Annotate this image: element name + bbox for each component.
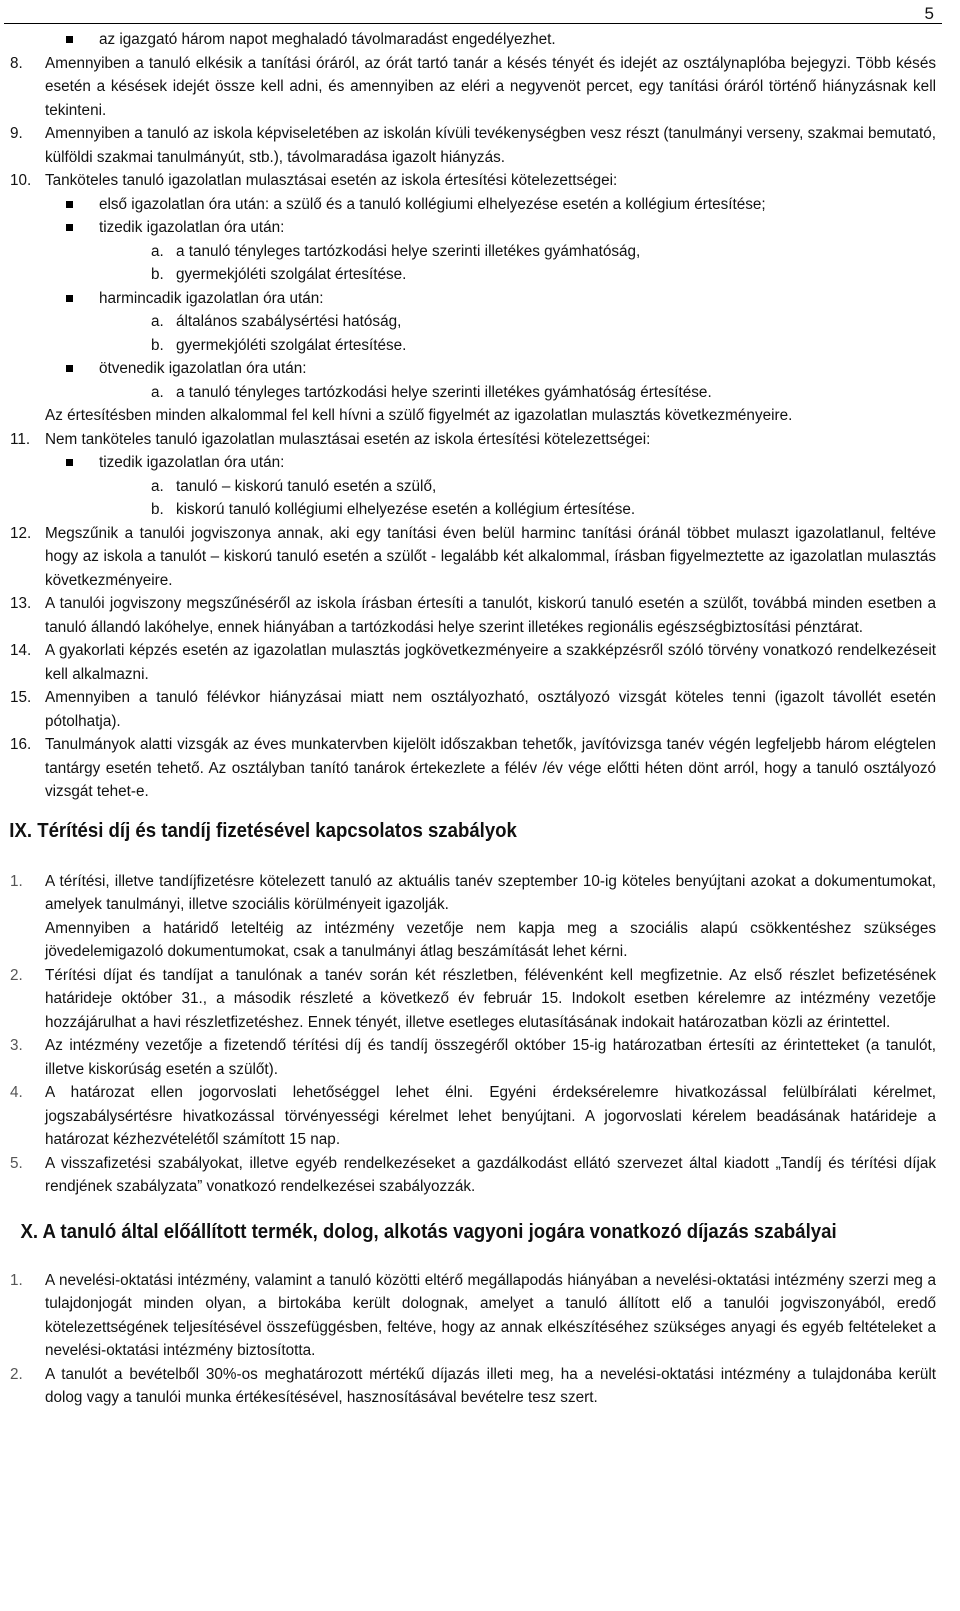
item-text: A tanulói jogviszony megszűnéséről az iskola írásban értesíti a tanulót, kiskorú tanuló esetén a szülőt, továbbá minden esetben a tanuló állandó lakóhelye, ennek hiányában a tartózkodási helye szerint illetékes regionális egészségbiztosítási pénztárat.: [45, 595, 936, 636]
sub-text: gyermekjóléti szolgálat értesítése.: [176, 266, 407, 283]
item-number: 9.: [10, 125, 23, 142]
list-item-11: [0, 428, 960, 452]
item-text: A tanulót a bevételből 30%-os meghatározott mértékű díjazás illeti meg, ha a nevelési-oktatási intézmény a tulajdonába került dolog vagy a tanulói munka értékesítésével, hasznosításával bevételre tesz szert.: [45, 1365, 936, 1406]
section9-item-1-extra: Amennyiben a határidő leteltéig az intézmény vezetője nem kapja meg a szociális alapú csökkentéshez szükséges jövedelemigazoló dokumentumokat, csak a tanulmányi átlag beszámítását lehet kérni.: [45, 919, 936, 960]
section-heading-ix: IX. Térítési díj és tandíj fizetésével kapcsolatos szabályok: [9, 819, 517, 842]
list-item-14: [0, 639, 960, 686]
item-text: Tanulmányok alatti vizsgák az éves munkatervben kijelölt időszakban tehetők, javítóvizsga tanév végén legfeljebb három elégtelen tantárgy esetén tehető. Az osztályban tanító tanárok értekezlete a félév /év vége előtti héten dönt arról, hogy a tanuló osztályozó vizsgát tehet-e.: [45, 736, 936, 800]
sub-text: gyermekjóléti szolgálat értesítése.: [176, 336, 407, 354]
section-heading-x: X. A tanuló által előállított termék, dolog, alkotás vagyoni jogára vonatkozó díjazás szabályai: [20, 1220, 837, 1243]
item-number: 5.: [10, 1154, 23, 1172]
item-text: A határozat ellen jogorvoslati lehetőséggel lehet élni. Egyéni érdeksérelemre hivatkozással felülbírálati kérelmet, jogszabálysértésre hivatkozással törvényességi kérelmet lehet benyújtani. A jogorvoslati kérelem beadásának határideje a határozat kézhezvételétől számított 15 nap.: [45, 1084, 936, 1148]
sub-letter: a.: [151, 242, 164, 260]
list-item-9: [0, 122, 960, 169]
item-10-note: Az értesítésben minden alkalommal fel kell hívni a szülő figyelmét az igazolatlan mulasztás következményeire.: [45, 407, 793, 424]
item-number: 3.: [10, 1037, 23, 1054]
bullet-item: ötvenedik igazolatlan óra után:: [0, 357, 960, 381]
sub-letter: b.: [151, 266, 164, 283]
bullet-item: az igazgató három napot meghaladó távolmaradást engedélyezhet.: [0, 28, 960, 52]
document-body: [0, 28, 960, 1410]
sub-letter: a.: [151, 383, 164, 401]
item-number: 13.: [10, 595, 32, 612]
item-text: Megszűnik a tanulói jogviszonya annak, aki egy tanítási éven belül harminc tanítási óránál többet mulaszt igazolatlanul, feltéve hogy az iskola a tanulót – kiskorú tanuló esetén a szülőt - legalább két alkalommal, írásban figyelmeztette az igazolatlan mulasztás következményeire.: [45, 524, 936, 589]
item-number: 11.: [10, 430, 31, 448]
item-number: 10.: [10, 172, 32, 189]
section9-item-2: [0, 964, 960, 1035]
bullet-item: tizedik igazolatlan óra után:: [0, 216, 960, 240]
item-number: 8.: [10, 54, 23, 72]
sub-letter: a.: [151, 313, 164, 330]
list-item-12: [0, 522, 960, 593]
header-rule: [4, 23, 942, 24]
item-number: 2.: [10, 966, 23, 984]
list-item-15: [0, 686, 960, 733]
item-text: Tanköteles tanuló igazolatlan mulasztásai esetén az iskola értesítési kötelezettségei:: [45, 172, 618, 189]
item-text: Amennyiben a tanuló az iskola képviseletében az iskolán kívüli tevékenységben vesz részt (tanulmányi verseny, szakmai bemutató, külföldi szakmai tanulmányút, stb.), távolmaradása igazolt hiányzás.: [45, 125, 936, 166]
bullet-item: első igazolatlan óra után: a szülő és a tanuló kollégiumi elhelyezése esetén a kollégium értesítése;: [0, 193, 960, 217]
item-number: 2.: [10, 1365, 23, 1383]
section10-item-1: [0, 1269, 960, 1363]
item-text: Amennyiben a tanuló elkésik a tanítási óráról, az órát tartó tanár a késés tényét és idejét az osztálynaplóba bejegyzi. Több késés esetén a késések idejét össze kell adni, és amennyiben az eléri a negyvenöt percet, egy tanítási óráról történő hiányzásnak kell tekinteni.: [45, 54, 936, 119]
sub-text: a tanuló tényleges tartózkodási helye szerinti illetékes gyámhatóság,: [176, 242, 641, 260]
item-number: 14.: [10, 642, 32, 659]
item-text: A nevelési-oktatási intézmény, valamint a tanuló közötti eltérő megállapodás hiányában a nevelési-oktatási intézmény szerzi meg a tulajdonjogát minden olyan, a birtokába került dolognak, amelyet a tanuló állított elő a tanulói jogviszonyából, eredő kötelezettségének teljesítésével összefüggésben, feltéve, hogy az annak elkészítéséhez szükséges anyagi és egyéb feltételeket a nevelési-oktatási intézmény biztosította.: [45, 1271, 936, 1359]
sub-letter: b.: [151, 336, 164, 354]
sub-item: [0, 498, 960, 522]
item-text: Amennyiben a tanuló félévkor hiányzásai miatt nem osztályozható, osztályozó vizsgát köteles tenni (igazolt távollét esetén pótolhatja).: [45, 689, 936, 730]
section9-item-4: [0, 1081, 960, 1152]
sub-item: [0, 475, 960, 499]
list-item-8: [0, 52, 960, 123]
sub-letter: a.: [151, 477, 164, 495]
sub-text: tanuló – kiskorú tanuló esetén a szülő,: [176, 477, 437, 495]
sub-item: [0, 381, 960, 405]
item-text: A gyakorlati képzés esetén az igazolatlan mulasztás jogkövetkezményeire a szakképzésről szóló törvény vonatkozó rendelkezéseit kell alkalmazni.: [45, 642, 936, 683]
item-text: A visszafizetési szabályokat, illetve egyéb rendelkezéseket a gazdálkodást ellátó szervezet által kiadott „Tandíj és térítési díjak rendjének szabályzata” vonatkozó rendelkezései szabályozzák.: [45, 1154, 936, 1195]
item-text: Térítési díjat és tandíjat a tanulónak a tanév során két részletben, félévenként kell megfizetnie. Az első részlet befizetésének határideje október 31., a második részleté a következő év február 15. Indokolt esetben kérelemre az intézmény vezetője hozzájárulhat a havi részletfizetéshez. Ennek tényét, illetve esetleges elutasításának indokait határozatban közli az érintettel.: [45, 966, 936, 1031]
page-number: 5: [924, 4, 934, 23]
section9-item-1: [0, 870, 960, 917]
item-text: A térítési, illetve tandíjfizetésre kötelezett tanuló az aktuális tanév szeptember 10-ig köteles benyújtani azokat a dokumentumokat, amelyek tanulmányi, illetve szociális körülményeit igazolják.: [45, 872, 936, 913]
item-number: 1.: [10, 872, 23, 890]
sub-item: [0, 334, 960, 358]
sub-item: [0, 310, 960, 334]
list-item-10: [0, 169, 960, 193]
section9-item-5: [0, 1152, 960, 1199]
item-text: Az intézmény vezetője a fizetendő térítési díj és tandíj összegéről október 15-ig határozatban értesíti az érintetteket (a tanulót, illetve kiskorúság esetén a szülőt).: [45, 1037, 936, 1078]
item-number: 16.: [10, 736, 32, 753]
section9-item-3: [0, 1034, 960, 1081]
sub-text: a tanuló tényleges tartózkodási helye szerinti illetékes gyámhatóság értesítése.: [176, 383, 712, 401]
sub-text: általános szabálysértési hatóság,: [176, 313, 402, 330]
section10-item-2: [0, 1363, 960, 1410]
item-text: Nem tanköteles tanuló igazolatlan mulasztásai esetén az iskola értesítési kötelezettségei:: [45, 430, 651, 448]
sub-text: kiskorú tanuló kollégiumi elhelyezése esetén a kollégium értesítése.: [176, 501, 636, 518]
sub-item: [0, 263, 960, 287]
bullet-item: tizedik igazolatlan óra után:: [0, 451, 960, 475]
item-number: 15.: [10, 689, 32, 706]
list-item-16: [0, 733, 960, 804]
item-number: 1.: [10, 1271, 23, 1289]
bullet-item: harmincadik igazolatlan óra után:: [0, 287, 960, 311]
list-item-13: [0, 592, 960, 639]
sub-letter: b.: [151, 501, 164, 518]
sub-item: [0, 240, 960, 264]
item-number: 12.: [10, 524, 32, 542]
item-number: 4.: [10, 1084, 23, 1101]
